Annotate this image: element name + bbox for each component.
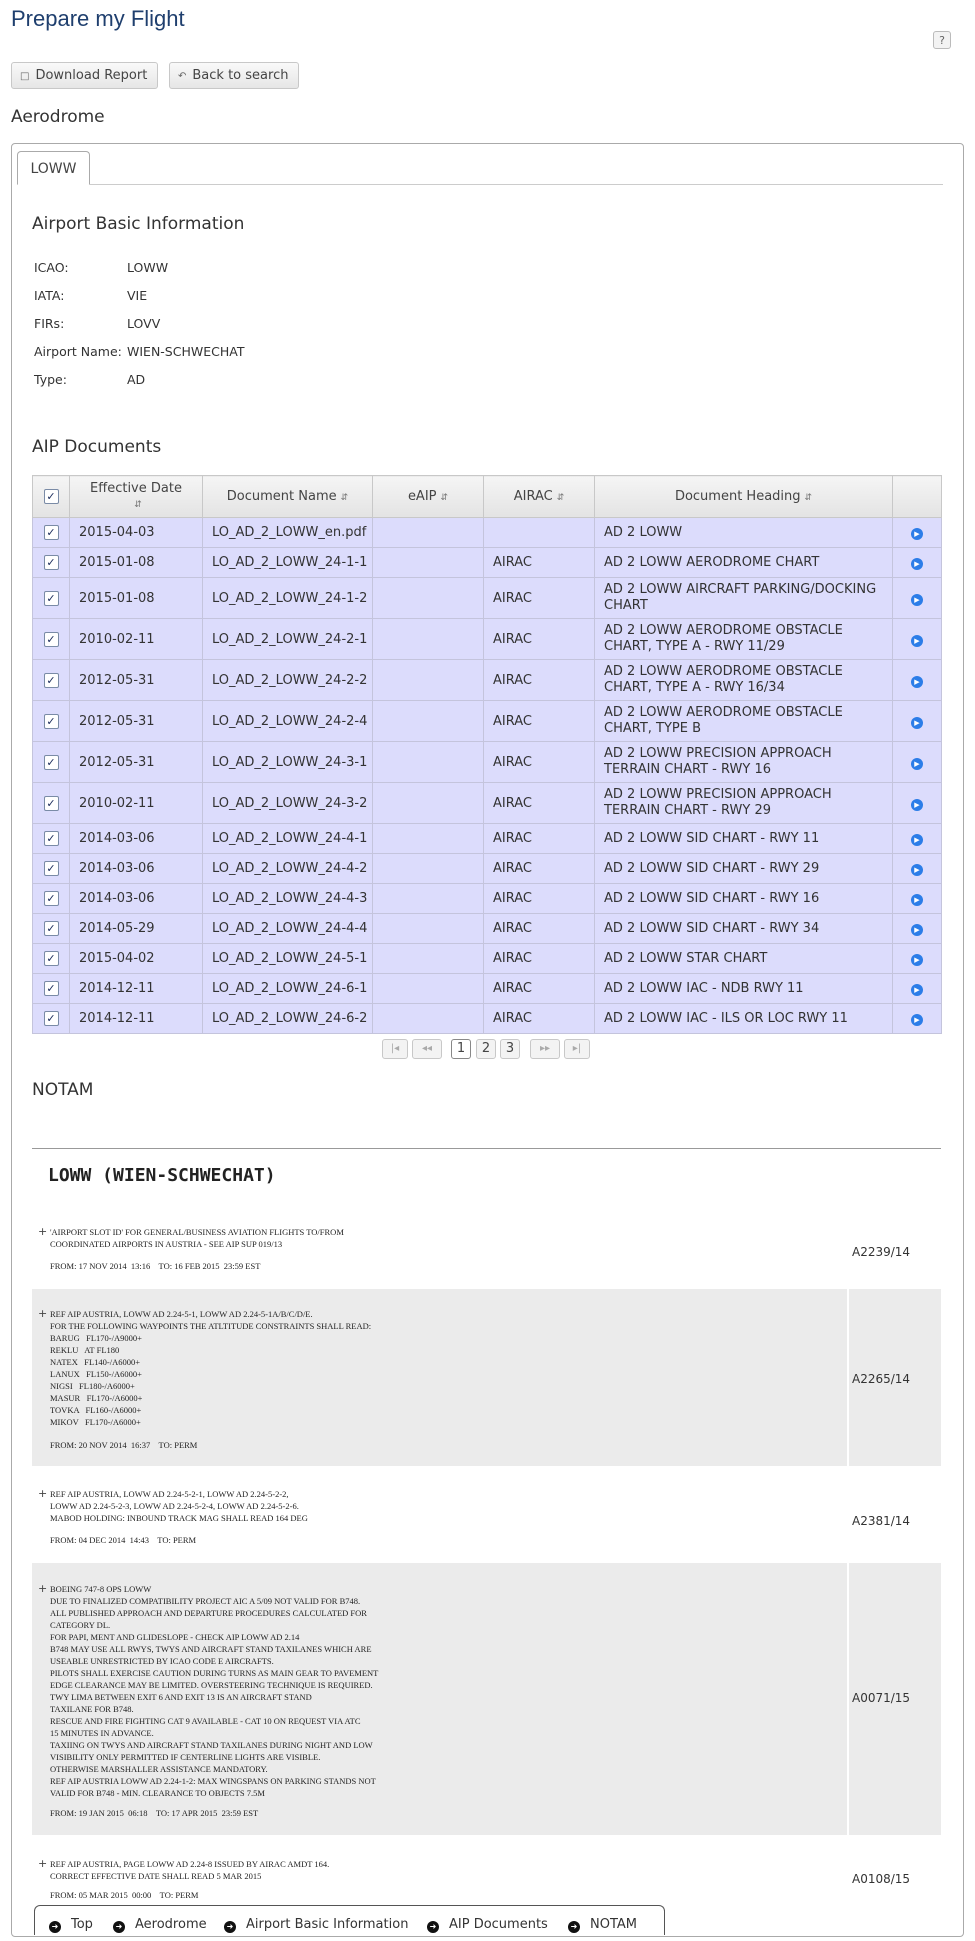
open-arrow-icon[interactable]: ▶ [911,864,923,876]
notam-airport-heading: LOWW (WIEN-SCHWECHAT) [48,1165,276,1186]
expand-icon[interactable]: + [38,1487,48,1500]
notam-validity: FROM: 05 MAR 2015 00:00 TO: PERM [50,1890,199,1900]
select-all-checkbox[interactable]: ✓ [44,489,59,504]
airac-cell: AIRAC [484,619,595,660]
pager-page-3[interactable]: 3 [500,1039,520,1059]
row-checkbox[interactable]: ✓ [44,591,59,606]
info-row-icao [34,260,168,275]
notam-validity: FROM: 04 DEC 2014 14:43 TO: PERM [50,1535,197,1545]
column-header-document-heading[interactable] [595,476,893,518]
airac-cell: AIRAC [484,974,595,1004]
open-document-cell[interactable] [893,914,942,944]
document-name-cell: LO_AD_2_LOWW_24-3-2 [203,783,373,824]
notam-text: BOEING 747-8 OPS LOWW DUE TO FINALIZED COMPATIBILITY PROJECT AIC A 5/09 NOT VALID FOR B748. ALL PUBLISHED APPROACH AND DEPARTURE PROCEDURES CALCULATED FOR CATEGORY DL. FOR PAPI, MENT AND GLIDESLOPE - CHECK AIP LOWW AD 2.14 B748 MAY USE ALL RWYS, TWYS AND AIRCRAFT STAND TAXILANES WHICH ARE USEABLE UNRESTRICTED BY ICAO CODE E AIRCRAFTS. PILOTS SHALL EXERCISE CAUTION DURING TURNS AS MAIN GEAR TO PAVEMENT EDGE CLEARANCE MAY BE LIMITED. OVERSTEERING TECHNIQUE IS REQUIRED. TWY LIMA BETWEEN EXIT 6 AND EXIT 13 IS AN AIRCRAFT STAND TAXILANE FOR B748. RESCUE AND FIRE FIGHTING CAT 9 AVAILABLE - CAT 10 ON REQUEST VIA ATC 15 MINUTES IN ADVANCE. TAXIING ON TWYS AND AIRCRAFT STAND TAXILANES DURING NIGHT AND LOW VISIBILITY ONLY PERMITTED IF CENTERLINE LIGHTS ARE VISIBLE. OTHERWISE MARSHALLER ASSISTANCE MANDATORY. REF AIP AUSTRIA LOWW AD 2.24-1-2: MAX WINGSPANS ON PARKING STANDS NOT VALID FOR B748 - MIN. CLEARANCE TO OBJECTS 7.5M [50,1584,379,1798]
aip-documents-table [32,475,942,1034]
pager-prev-button[interactable]: ◂◂ [412,1039,442,1059]
column-label: Document Name [226,489,337,504]
document-name-cell: LO_AD_2_LOWW_24-4-2 [203,854,373,884]
nav-link-label: AIP Documents [449,1917,548,1932]
row-checkbox-cell[interactable] [33,619,70,660]
open-arrow-icon[interactable]: ▶ [911,594,923,606]
table-row[interactable] [33,944,942,974]
document-name-cell: LO_AD_2_LOWW_24-2-4 [203,701,373,742]
eaip-cell [373,884,484,914]
row-checkbox[interactable]: ✓ [44,555,59,570]
row-checkbox-cell[interactable] [33,854,70,884]
document-heading-cell: AD 2 LOWW AERODROME OBSTACLE CHART, TYPE A - RWY 11/29 [595,619,893,660]
eaip-cell [373,1004,484,1034]
open-arrow-icon[interactable]: ▶ [911,1014,923,1026]
notam-divider [32,1148,941,1149]
arrow-right-icon: ➜ [224,1921,236,1933]
pager-page-1[interactable]: 1 [451,1039,471,1059]
notam-validity: FROM: 20 NOV 2014 16:37 TO: PERM [50,1440,198,1450]
open-arrow-icon[interactable]: ▶ [911,894,923,906]
effective-date-cell: 2010-02-11 [70,783,203,824]
effective-date-cell: 2014-05-29 [70,914,203,944]
select-all-header[interactable] [33,476,70,518]
column-label: Document Heading [674,489,801,504]
airac-cell: AIRAC [484,944,595,974]
info-label: ICAO: [34,260,69,275]
open-document-cell[interactable] [893,578,942,619]
table-row[interactable] [33,1004,942,1034]
document-heading-cell: AD 2 LOWW SID CHART - RWY 29 [595,854,893,884]
open-arrow-icon[interactable]: ▶ [911,834,923,846]
table-row[interactable] [33,578,942,619]
document-name-cell: LO_AD_2_LOWW_24-1-2 [203,578,373,619]
effective-date-cell: 2014-03-06 [70,884,203,914]
notam-validity: FROM: 19 JAN 2015 06:18 TO: 17 APR 2015 23:59 EST [50,1808,259,1818]
airac-cell: AIRAC [484,578,595,619]
sort-icon: ⇵ [556,493,565,503]
document-name-cell: LO_AD_2_LOWW_24-6-2 [203,1004,373,1034]
row-checkbox[interactable]: ✓ [44,755,59,770]
info-label: FIRs: [34,316,65,331]
arrow-right-icon: ➜ [113,1921,125,1933]
row-checkbox[interactable]: ✓ [44,861,59,876]
document-name-cell: LO_AD_2_LOWW_24-4-1 [203,824,373,854]
open-document-cell[interactable] [893,824,942,854]
column-header-action [893,476,942,518]
column-label: Effective Date [90,480,182,496]
row-checkbox[interactable]: ✓ [44,714,59,729]
sort-icon: ⇵ [340,493,349,503]
open-arrow-icon[interactable]: ▶ [911,984,923,996]
open-arrow-icon[interactable]: ▶ [911,528,923,540]
notam-item [32,1563,941,1835]
nav-link-airport-basic-information[interactable] [224,1917,408,1933]
info-label: IATA: [34,288,65,303]
notam-title: NOTAM [32,1080,94,1100]
notam-item [32,1469,941,1559]
open-document-cell[interactable] [893,974,942,1004]
info-row-firs [34,316,160,331]
open-arrow-icon[interactable]: ▶ [911,758,923,770]
document-heading-cell: AD 2 LOWW SID CHART - RWY 34 [595,914,893,944]
row-checkbox-cell[interactable] [33,974,70,1004]
table-row[interactable] [33,914,942,944]
notam-item [32,1289,941,1466]
row-checkbox[interactable]: ✓ [44,831,59,846]
row-checkbox[interactable]: ✓ [44,951,59,966]
aip-documents-title: AIP Documents [32,437,162,457]
notam-text: 'AIRPORT SLOT ID' FOR GENERAL/BUSINESS AVIATION FLIGHTS TO/FROM COORDINATED AIRPORTS IN AUSTRIA - SEE AIP SUP 019/13 [50,1227,344,1249]
document-heading-cell: AD 2 LOWW AERODROME OBSTACLE CHART, TYPE A - RWY 16/34 [595,660,893,701]
sort-icon: ⇵ [134,499,142,510]
notam-id: A0108/15 [852,1872,911,1886]
info-row-iata [34,288,147,303]
notam-id: A2381/14 [852,1514,911,1528]
info-value: VIE [127,288,148,303]
sort-icon: ⇵ [440,493,449,503]
notam-item [32,1840,941,1904]
row-checkbox-cell[interactable] [33,824,70,854]
document-heading-cell: AD 2 LOWW SID CHART - RWY 16 [595,884,893,914]
eaip-cell [373,619,484,660]
document-name-cell: LO_AD_2_LOWW_24-3-1 [203,742,373,783]
open-arrow-icon[interactable]: ▶ [911,717,923,729]
expand-icon[interactable]: + [38,1857,48,1870]
table-row[interactable] [33,518,942,548]
column-header-airac[interactable] [484,476,595,518]
row-checkbox[interactable]: ✓ [44,921,59,936]
row-checkbox-cell[interactable] [33,884,70,914]
effective-date-cell: 2014-03-06 [70,824,203,854]
airac-cell: AIRAC [484,884,595,914]
column-header-effective-date[interactable] [70,476,203,518]
airac-cell: AIRAC [484,660,595,701]
nav-link-aip-documents[interactable] [427,1917,548,1933]
notam-id: A2239/14 [852,1245,911,1259]
bottom-nav-bar [34,1905,665,1935]
tab-line [17,184,943,185]
airac-cell: AIRAC [484,742,595,783]
eaip-cell [373,660,484,701]
document-heading-cell: AD 2 LOWW IAC - ILS OR LOC RWY 11 [595,1004,893,1034]
nav-link-label: Airport Basic Information [246,1917,409,1932]
document-name-cell: LO_AD_2_LOWW_24-2-1 [203,619,373,660]
open-arrow-icon[interactable]: ▶ [911,635,923,647]
airac-cell: AIRAC [484,548,595,578]
open-arrow-icon[interactable]: ▶ [911,676,923,688]
info-value: WIEN-SCHWECHAT [127,344,245,359]
document-heading-cell: AD 2 LOWW PRECISION APPROACH TERRAIN CHART - RWY 29 [595,783,893,824]
row-checkbox-cell[interactable] [33,783,70,824]
effective-date-cell: 2014-12-11 [70,974,203,1004]
open-document-cell[interactable] [893,701,942,742]
airac-cell: AIRAC [484,1004,595,1034]
eaip-cell [373,914,484,944]
open-arrow-icon[interactable]: ▶ [911,954,923,966]
help-button[interactable]: ? [933,31,951,49]
eaip-cell [373,944,484,974]
eaip-cell [373,974,484,1004]
info-label: Airport Name: [34,344,122,359]
table-row[interactable] [33,884,942,914]
arrow-right-icon: ➜ [49,1921,61,1933]
tab-loww[interactable]: LOWW [17,151,90,185]
effective-date-cell: 2015-01-08 [70,578,203,619]
column-label: eAIP [407,489,437,504]
nav-link-aerodrome[interactable] [113,1917,207,1933]
effective-date-cell: 2012-05-31 [70,660,203,701]
pager-page-2[interactable]: 2 [476,1039,496,1059]
eaip-cell [373,548,484,578]
info-row-type [34,372,145,387]
effective-date-cell: 2010-02-11 [70,619,203,660]
table-row[interactable] [33,701,942,742]
notam-item [32,1212,941,1286]
eaip-cell [373,783,484,824]
open-document-cell[interactable] [893,619,942,660]
column-header-eaip[interactable] [373,476,484,518]
row-checkbox[interactable]: ✓ [44,891,59,906]
notam-id: A2265/14 [852,1372,911,1386]
notam-text: REF AIP AUSTRIA, LOWW AD 2.24-5-2-1, LOWW AD 2.24-5-2-2, LOWW AD 2.24-5-2-3, LOWW AD 2.24-5-2-4, LOWW AD 2.24-5-2-6. MABOD HOLDING: INBOUND TRACK MAG SHALL READ 164 DEG [50,1489,308,1523]
document-name-cell: LO_AD_2_LOWW_en.pdf [203,518,373,548]
document-heading-cell: AD 2 LOWW PRECISION APPROACH TERRAIN CHART - RWY 16 [595,742,893,783]
row-checkbox[interactable]: ✓ [44,673,59,688]
row-checkbox[interactable]: ✓ [44,525,59,540]
effective-date-cell: 2012-05-31 [70,742,203,783]
airac-cell: AIRAC [484,701,595,742]
effective-date-cell: 2015-01-08 [70,548,203,578]
eaip-cell [373,578,484,619]
row-checkbox-cell[interactable] [33,548,70,578]
open-arrow-icon[interactable]: ▶ [911,924,923,936]
open-document-cell[interactable] [893,854,942,884]
airac-cell: AIRAC [484,914,595,944]
airac-cell: AIRAC [484,854,595,884]
document-name-cell: LO_AD_2_LOWW_24-5-1 [203,944,373,974]
page-title: Prepare my Flight [11,6,185,31]
back-to-search-button[interactable] [169,62,299,89]
nav-link-label: NOTAM [590,1917,637,1932]
notam-id: A0071/15 [852,1691,911,1705]
document-heading-cell: AD 2 LOWW [595,518,893,548]
row-checkbox-cell[interactable] [33,1004,70,1034]
expand-icon[interactable]: + [38,1582,48,1595]
nav-link-label: Top [71,1917,93,1932]
eaip-cell [373,854,484,884]
open-document-cell[interactable] [893,742,942,783]
nav-link-label: Aerodrome [135,1917,207,1932]
table-row[interactable] [33,783,942,824]
info-label: Type: [34,372,67,387]
open-arrow-icon[interactable]: ▶ [911,799,923,811]
pager-first-button[interactable]: |◂ [382,1039,408,1059]
open-arrow-icon[interactable]: ▶ [911,558,923,570]
table-header-row [33,476,942,518]
info-value: AD [127,372,146,387]
nav-link-notam[interactable] [568,1917,637,1933]
effective-date-cell: 2014-12-11 [70,1004,203,1034]
effective-date-cell: 2014-03-06 [70,854,203,884]
row-checkbox[interactable]: ✓ [44,981,59,996]
table-row[interactable] [33,548,942,578]
arrow-right-icon: ➜ [427,1921,439,1933]
notam-text: REF AIP AUSTRIA, PAGE LOWW AD 2.24-8 ISSUED BY AIRAC AMDT 164. CORRECT EFFECTIVE DATE SHALL READ 5 MAR 2015 [50,1859,330,1881]
table-row[interactable] [33,742,942,783]
download-report-button[interactable] [11,62,158,89]
pager-next-button[interactable]: ▸▸ [530,1039,560,1059]
column-label: AIRAC [513,489,553,504]
row-checkbox-cell[interactable] [33,944,70,974]
row-checkbox-cell[interactable] [33,578,70,619]
notam-text: REF AIP AUSTRIA, LOWW AD 2.24-5-1, LOWW AD 2.24-5-1A/B/C/D/E. FOR THE FOLLOWING WAYPOINTS THE ATLTITUDE CONSTRAINTS SHALL READ: BARUG FL170-/A9000+ REKLU AT FL180 NATEX FL140-/A6000+ LANUX FL150-/A6000+ NIGSI FL180-/A6000+ MASUR FL170-/A6000+ TOVKA FL160-/A6000+ MIKOV FL170-/A6000+ [50,1309,372,1427]
eaip-cell [373,742,484,783]
document-heading-cell: AD 2 LOWW IAC - NDB RWY 11 [595,974,893,1004]
notam-validity: FROM: 17 NOV 2014 13:16 TO: 16 FEB 2015 23:59 EST [50,1261,261,1271]
eaip-cell [373,824,484,854]
info-value: LOVV [127,316,161,331]
open-document-cell[interactable] [893,944,942,974]
airac-cell: AIRAC [484,783,595,824]
arrow-right-icon: ➜ [568,1921,580,1933]
row-checkbox[interactable]: ✓ [44,796,59,811]
aerodrome-section-title: Aerodrome [11,107,105,127]
document-name-cell: LO_AD_2_LOWW_24-4-3 [203,884,373,914]
row-checkbox[interactable]: ✓ [44,1011,59,1026]
open-document-cell[interactable] [893,548,942,578]
open-document-cell[interactable] [893,1004,942,1034]
table-row[interactable] [33,854,942,884]
table-row[interactable] [33,619,942,660]
row-checkbox-cell[interactable] [33,701,70,742]
open-document-cell[interactable] [893,660,942,701]
column-header-document-name[interactable] [203,476,373,518]
back-to-search-label: Back to search [192,68,289,83]
row-checkbox-cell[interactable] [33,660,70,701]
download-report-label: Download Report [35,68,148,83]
expand-icon[interactable]: + [38,1225,48,1238]
info-value: LOWW [127,260,169,275]
table-row[interactable] [33,824,942,854]
airac-cell: AIRAC [484,824,595,854]
airac-cell [484,518,595,548]
row-checkbox[interactable]: ✓ [44,632,59,647]
document-heading-cell: AD 2 LOWW AIRCRAFT PARKING/DOCKING CHART [595,578,893,619]
table-row[interactable] [33,974,942,1004]
undo-arrow-icon: ↶ [178,71,187,82]
document-name-cell: LO_AD_2_LOWW_24-1-1 [203,548,373,578]
document-heading-cell: AD 2 LOWW STAR CHART [595,944,893,974]
row-checkbox-cell[interactable] [33,742,70,783]
info-row-airport-name [34,344,244,359]
open-document-cell[interactable] [893,783,942,824]
pager-last-button[interactable]: ▸| [564,1039,590,1059]
eaip-cell [373,701,484,742]
document-heading-cell: AD 2 LOWW SID CHART - RWY 11 [595,824,893,854]
document-name-cell: LO_AD_2_LOWW_24-6-1 [203,974,373,1004]
basic-info-title: Airport Basic Information [32,214,245,234]
document-name-cell: LO_AD_2_LOWW_24-4-4 [203,914,373,944]
effective-date-cell: 2012-05-31 [70,701,203,742]
eaip-cell [373,518,484,548]
row-checkbox-cell[interactable] [33,914,70,944]
expand-icon[interactable]: + [38,1307,48,1320]
open-document-cell[interactable] [893,518,942,548]
effective-date-cell: 2015-04-03 [70,518,203,548]
document-name-cell: LO_AD_2_LOWW_24-2-2 [203,660,373,701]
effective-date-cell: 2015-04-02 [70,944,203,974]
document-icon: □ [20,71,30,82]
open-document-cell[interactable] [893,884,942,914]
table-row[interactable] [33,660,942,701]
document-heading-cell: AD 2 LOWW AERODROME OBSTACLE CHART, TYPE B [595,701,893,742]
document-heading-cell: AD 2 LOWW AERODROME CHART [595,548,893,578]
sort-icon: ⇵ [804,493,813,503]
row-checkbox-cell[interactable] [33,518,70,548]
nav-link-top[interactable] [49,1917,93,1933]
